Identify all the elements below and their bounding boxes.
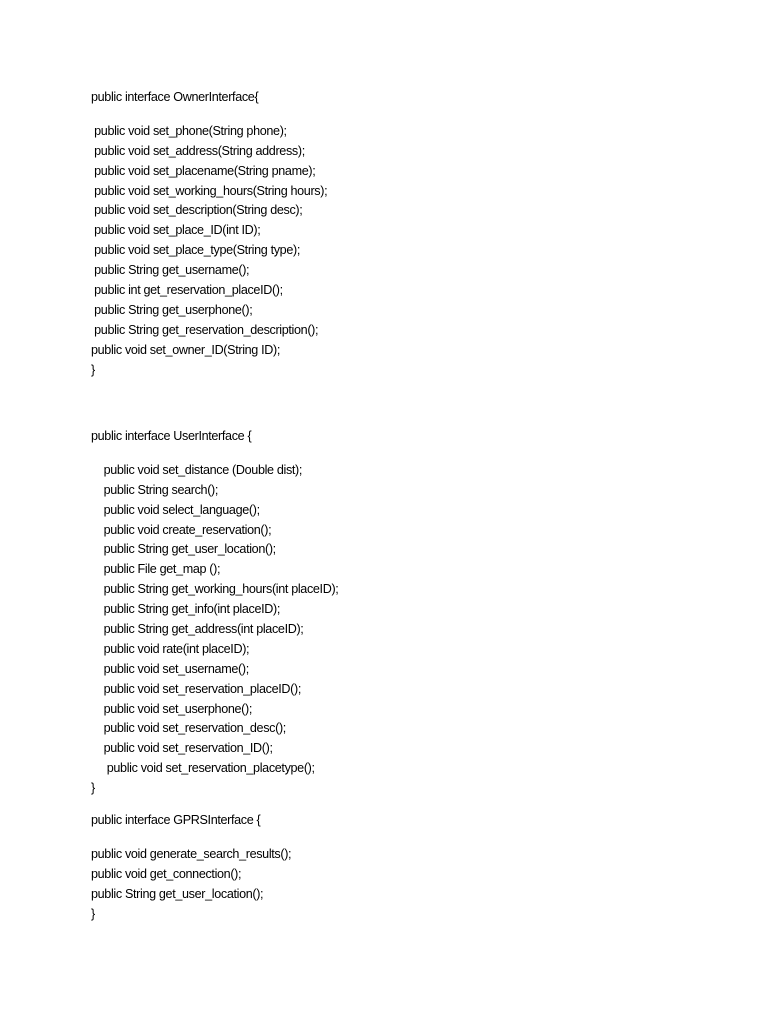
- code-line: public String get_userphone();: [91, 302, 253, 317]
- code-line: public void set_reservation_placetype();: [91, 761, 315, 776]
- owner-interface-block: [91, 88, 731, 380]
- code-line: public void set_distance (Double dist);: [91, 462, 303, 477]
- code-line: public void generate_search_results();: [91, 846, 292, 861]
- user-interface-header: public interface UserInterface {: [91, 429, 252, 443]
- code-line: public String get_working_hours(int placeID);: [91, 582, 339, 597]
- code-line: public void set_username();: [91, 661, 249, 676]
- code-line: public void set_userphone();: [91, 701, 253, 716]
- spacer: [91, 108, 731, 122]
- code-line: public String search();: [91, 482, 219, 497]
- code-line: public int get_reservation_placeID();: [91, 283, 283, 298]
- spacer: [91, 831, 731, 845]
- code-line: public void set_address(String address);: [91, 143, 305, 158]
- code-line: public void get_connection();: [91, 866, 242, 881]
- code-line: public String get_user_location();: [91, 886, 264, 901]
- code-line: public void set_place_type(String type);: [91, 243, 300, 258]
- code-line: public void set_phone(String phone);: [91, 123, 287, 138]
- code-line: public void set_reservation_ID();: [91, 741, 273, 756]
- code-line: public void set_reservation_desc();: [91, 721, 286, 736]
- code-line: public void select_language();: [91, 502, 260, 517]
- code-line: public String get_address(int placeID);: [91, 622, 304, 637]
- code-line: public void set_working_hours(String hours);: [91, 183, 328, 198]
- code-line: public void create_reservation();: [91, 522, 272, 537]
- code-line: public File get_map ();: [91, 562, 221, 577]
- closing-brace: }: [91, 781, 95, 796]
- code-line: public void rate(int placeID);: [91, 641, 250, 656]
- spacer: [91, 447, 731, 461]
- owner-interface-header: public interface OwnerInterface{: [91, 90, 259, 104]
- user-interface-block: [91, 427, 731, 799]
- code-line: public void set_reservation_placeID();: [91, 681, 301, 696]
- code-line: public String get_user_location();: [91, 542, 276, 557]
- code-line: public String get_reservation_description();: [91, 322, 319, 337]
- code-line: public void set_place_ID(int ID);: [91, 223, 261, 238]
- code-line: public String get_username();: [91, 263, 250, 278]
- gprs-interface-header: public interface GPRSInterface {: [91, 813, 261, 827]
- code-line: public void set_description(String desc);: [91, 203, 303, 218]
- closing-brace: }: [91, 906, 95, 921]
- closing-brace: }: [91, 362, 95, 377]
- code-line: public void set_placename(String pname);: [91, 163, 316, 178]
- gprs-interface-block: [91, 811, 731, 924]
- code-line: public String get_info(int placeID);: [91, 602, 281, 617]
- code-line: public void set_owner_ID(String ID);: [91, 342, 280, 357]
